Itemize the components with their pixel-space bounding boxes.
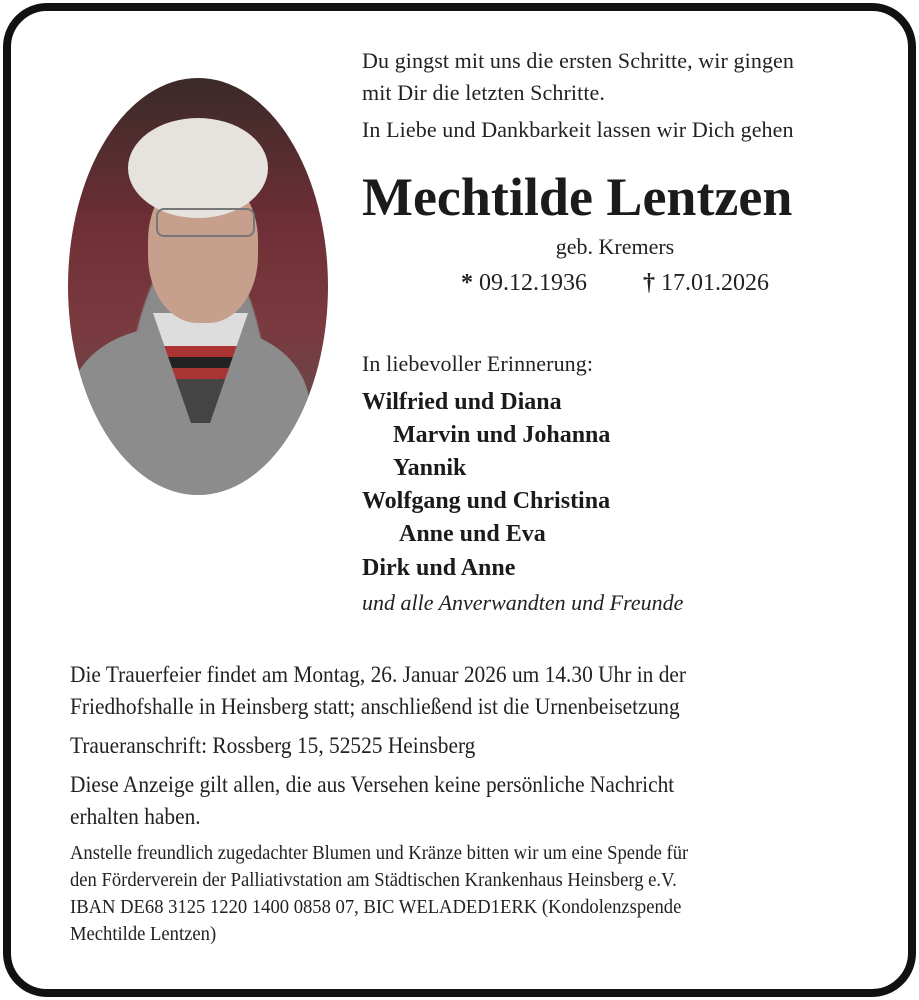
mourning-address: Traueranschrift: Rossberg 15, 52525 Heinsberg bbox=[70, 733, 476, 758]
photo-glasses bbox=[156, 208, 255, 237]
donation-line-1: Anstelle freundlich zugedachter Blumen und Kränze bitten wir um eine Spende für bbox=[70, 842, 689, 864]
mourners-heading: In liebevoller Erinnerung: bbox=[362, 351, 594, 376]
donation-line-3: IBAN DE68 3125 1220 1400 0858 07, BIC WELADED1ERK (Kondolenzspende bbox=[70, 896, 682, 918]
mourner-family: Yannik bbox=[393, 455, 467, 481]
donation-line-2: den Förderverein der Palliativstation am Städtischen Krankenhaus Heinsberg e.V. bbox=[70, 869, 677, 891]
mourner-family: Wolfgang und Christina bbox=[362, 488, 611, 514]
ceremony-line-1: Die Trauerfeier findet am Montag, 26. Januar 2026 um 14.30 Uhr in der bbox=[70, 662, 687, 687]
mourners-closing: und alle Anverwandten und Freunde bbox=[362, 590, 684, 615]
notice-line-1: Diese Anzeige gilt allen, die aus Versehen keine persönliche Nachricht bbox=[70, 772, 675, 797]
intro-line-1: Du gingst mit uns die ersten Schritte, wir gingen bbox=[362, 48, 795, 73]
photo-hair bbox=[128, 118, 268, 218]
mourner-family: Anne und Eva bbox=[399, 521, 546, 547]
deceased-name: Mechtilde Lentzen bbox=[362, 167, 793, 227]
birth-symbol: * bbox=[461, 270, 473, 296]
life-dates bbox=[362, 270, 868, 297]
birth-name bbox=[362, 234, 868, 260]
mourner-family: Wilfried und Diana bbox=[362, 389, 562, 415]
notice-line-2: erhalten haben. bbox=[70, 804, 201, 829]
birth-name-text: geb. Kremers bbox=[555, 234, 675, 259]
mourner-family: Dirk und Anne bbox=[362, 555, 516, 581]
portrait-photo bbox=[68, 78, 328, 495]
mourner-family: Marvin und Johanna bbox=[393, 422, 611, 448]
intro-line-3: In Liebe und Dankbarkeit lassen wir Dich gehen bbox=[362, 117, 794, 142]
donation-line-4: Mechtilde Lentzen) bbox=[70, 923, 217, 945]
death-date: 17.01.2026 bbox=[661, 270, 769, 296]
death-cross-icon: † bbox=[643, 270, 655, 296]
birth-date: 09.12.1936 bbox=[479, 270, 587, 296]
intro-line-2: mit Dir die letzten Schritte. bbox=[362, 80, 605, 105]
ceremony-line-2: Friedhofshalle in Heinsberg statt; anschließend ist die Urnenbeisetzung bbox=[70, 694, 680, 719]
